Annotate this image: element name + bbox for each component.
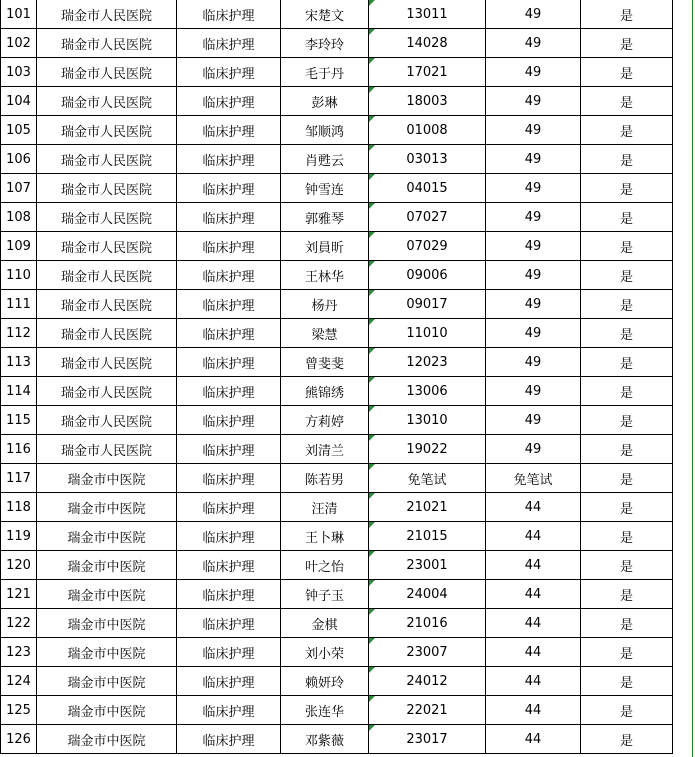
table-row: [1, 290, 673, 319]
cell-hospital[interactable]: 瑞金市中医院: [37, 580, 177, 609]
cell-name[interactable]: 肖甦云: [281, 145, 369, 174]
cell-score[interactable]: 49: [486, 377, 581, 406]
cell-exam-no[interactable]: 01008: [369, 116, 486, 145]
cell-no[interactable]: 101: [1, 0, 37, 29]
cell-exam-no[interactable]: 21016: [369, 609, 486, 638]
cell-no[interactable]: 104: [1, 87, 37, 116]
table-body: [1, 0, 673, 754]
cell-position[interactable]: 临床护理: [177, 319, 281, 348]
cell-exam-no[interactable]: 09006: [369, 261, 486, 290]
cell-position[interactable]: 临床护理: [177, 580, 281, 609]
table-row: [1, 435, 673, 464]
cell-no[interactable]: 124: [1, 667, 37, 696]
cell-hospital[interactable]: 瑞金市人民医院: [37, 174, 177, 203]
cell-score[interactable]: 49: [486, 290, 581, 319]
cell-name[interactable]: 赖妍玲: [281, 667, 369, 696]
cell-exam-no[interactable]: 24004: [369, 580, 486, 609]
cell-no[interactable]: 103: [1, 58, 37, 87]
sheet-edge-line: [692, 0, 693, 757]
cell-score[interactable]: 49: [486, 87, 581, 116]
cell-score[interactable]: 49: [486, 319, 581, 348]
table-row: [1, 116, 673, 145]
cell-no[interactable]: 118: [1, 493, 37, 522]
cell-position[interactable]: 临床护理: [177, 464, 281, 493]
cell-no[interactable]: 123: [1, 638, 37, 667]
cell-score[interactable]: 44: [486, 522, 581, 551]
cell-position[interactable]: 临床护理: [177, 493, 281, 522]
cell-qualified[interactable]: 是: [581, 377, 673, 406]
cell-exam-no[interactable]: 21021: [369, 493, 486, 522]
cell-hospital[interactable]: 瑞金市人民医院: [37, 29, 177, 58]
cell-exam-no[interactable]: 14028: [369, 29, 486, 58]
cell-position[interactable]: 临床护理: [177, 261, 281, 290]
cell-qualified[interactable]: 是: [581, 725, 673, 754]
cell-exam-no[interactable]: 03013: [369, 145, 486, 174]
table-row: [1, 203, 673, 232]
cell-score[interactable]: 44: [486, 638, 581, 667]
cell-name[interactable]: 钟子玉: [281, 580, 369, 609]
cell-qualified[interactable]: 是: [581, 319, 673, 348]
cell-qualified[interactable]: 是: [581, 406, 673, 435]
cell-hospital[interactable]: 瑞金市人民医院: [37, 406, 177, 435]
cell-score[interactable]: 49: [486, 174, 581, 203]
cell-exam-no[interactable]: 23001: [369, 551, 486, 580]
cell-qualified[interactable]: 是: [581, 464, 673, 493]
cell-position[interactable]: 临床护理: [177, 232, 281, 261]
cell-score[interactable]: 49: [486, 0, 581, 29]
cell-name[interactable]: 王卜琳: [281, 522, 369, 551]
cell-exam-no[interactable]: 18003: [369, 87, 486, 116]
cell-exam-no[interactable]: 23017: [369, 725, 486, 754]
cell-name[interactable]: 梁慧: [281, 319, 369, 348]
cell-exam-no[interactable]: 07029: [369, 232, 486, 261]
cell-hospital[interactable]: 瑞金市中医院: [37, 609, 177, 638]
cell-no[interactable]: 109: [1, 232, 37, 261]
cell-no[interactable]: 126: [1, 725, 37, 754]
cell-no[interactable]: 102: [1, 29, 37, 58]
cell-no[interactable]: 106: [1, 145, 37, 174]
cell-score[interactable]: 44: [486, 696, 581, 725]
cell-name[interactable]: 王林华: [281, 261, 369, 290]
cell-qualified[interactable]: 是: [581, 261, 673, 290]
table-row: [1, 580, 673, 609]
cell-score[interactable]: 44: [486, 667, 581, 696]
cell-hospital[interactable]: 瑞金市人民医院: [37, 435, 177, 464]
cell-hospital[interactable]: 瑞金市人民医院: [37, 203, 177, 232]
table-row: [1, 29, 673, 58]
cell-name[interactable]: 邹顺鸿: [281, 116, 369, 145]
cell-qualified[interactable]: 是: [581, 551, 673, 580]
cell-name[interactable]: 杨丹: [281, 290, 369, 319]
cell-name[interactable]: 宋楚文: [281, 0, 369, 29]
table-row: [1, 145, 673, 174]
table-row: [1, 522, 673, 551]
table-row: [1, 638, 673, 667]
cell-hospital[interactable]: 瑞金市人民医院: [37, 319, 177, 348]
cell-position[interactable]: 临床护理: [177, 29, 281, 58]
cell-hospital[interactable]: 瑞金市中医院: [37, 638, 177, 667]
cell-no[interactable]: 111: [1, 290, 37, 319]
table-row: [1, 725, 673, 754]
cell-exam-no[interactable]: 22021: [369, 696, 486, 725]
cell-score[interactable]: 44: [486, 580, 581, 609]
cell-score[interactable]: 49: [486, 203, 581, 232]
cell-qualified[interactable]: 是: [581, 348, 673, 377]
cell-exam-no[interactable]: 04015: [369, 174, 486, 203]
cell-no[interactable]: 116: [1, 435, 37, 464]
cell-qualified[interactable]: 是: [581, 696, 673, 725]
cell-hospital[interactable]: 瑞金市人民医院: [37, 87, 177, 116]
table-row: [1, 377, 673, 406]
cell-qualified[interactable]: 是: [581, 58, 673, 87]
cell-position[interactable]: 临床护理: [177, 0, 281, 29]
cell-position[interactable]: 临床护理: [177, 145, 281, 174]
cell-no[interactable]: 113: [1, 348, 37, 377]
cell-position[interactable]: 临床护理: [177, 203, 281, 232]
table-row: [1, 174, 673, 203]
cell-name[interactable]: 钟雪连: [281, 174, 369, 203]
cell-no[interactable]: 110: [1, 261, 37, 290]
cell-hospital[interactable]: 瑞金市人民医院: [37, 348, 177, 377]
cell-name[interactable]: 刘清兰: [281, 435, 369, 464]
cell-exam-no[interactable]: 17021: [369, 58, 486, 87]
cell-name[interactable]: 汪清: [281, 493, 369, 522]
cell-no[interactable]: 120: [1, 551, 37, 580]
cell-score[interactable]: 49: [486, 435, 581, 464]
cell-qualified[interactable]: 是: [581, 87, 673, 116]
cell-score[interactable]: 免笔试: [486, 464, 581, 493]
cell-position[interactable]: 临床护理: [177, 638, 281, 667]
cell-name[interactable]: 金棋: [281, 609, 369, 638]
cell-qualified[interactable]: 是: [581, 0, 673, 29]
cell-no[interactable]: 108: [1, 203, 37, 232]
cell-name[interactable]: 张连华: [281, 696, 369, 725]
cell-qualified[interactable]: 是: [581, 174, 673, 203]
cell-name[interactable]: 郭雅琴: [281, 203, 369, 232]
cell-exam-no[interactable]: 13006: [369, 377, 486, 406]
cell-hospital[interactable]: 瑞金市中医院: [37, 551, 177, 580]
cell-position[interactable]: 临床护理: [177, 551, 281, 580]
cell-exam-no[interactable]: 19022: [369, 435, 486, 464]
cell-name[interactable]: 刘小荣: [281, 638, 369, 667]
cell-position[interactable]: 临床护理: [177, 667, 281, 696]
cell-score[interactable]: 49: [486, 58, 581, 87]
cell-hospital[interactable]: 瑞金市中医院: [37, 522, 177, 551]
cell-name[interactable]: 李玲玲: [281, 29, 369, 58]
cell-qualified[interactable]: 是: [581, 493, 673, 522]
table-row: [1, 261, 673, 290]
cell-position[interactable]: 临床护理: [177, 725, 281, 754]
table-row: [1, 348, 673, 377]
table-row: [1, 696, 673, 725]
cell-score[interactable]: 49: [486, 116, 581, 145]
cell-no[interactable]: 117: [1, 464, 37, 493]
cell-score[interactable]: 49: [486, 348, 581, 377]
cell-hospital[interactable]: 瑞金市人民医院: [37, 261, 177, 290]
cell-position[interactable]: 临床护理: [177, 116, 281, 145]
cell-name[interactable]: 方莉婷: [281, 406, 369, 435]
cell-hospital[interactable]: 瑞金市人民医院: [37, 290, 177, 319]
cell-position[interactable]: 临床护理: [177, 87, 281, 116]
cell-exam-no[interactable]: 07027: [369, 203, 486, 232]
cell-name[interactable]: 邓紫薇: [281, 725, 369, 754]
table-row: [1, 667, 673, 696]
cell-qualified[interactable]: 是: [581, 116, 673, 145]
cell-no[interactable]: 125: [1, 696, 37, 725]
cell-qualified[interactable]: 是: [581, 145, 673, 174]
cell-hospital[interactable]: 瑞金市人民医院: [37, 116, 177, 145]
cell-score[interactable]: 44: [486, 725, 581, 754]
cell-qualified[interactable]: 是: [581, 290, 673, 319]
cell-name[interactable]: 叶之怡: [281, 551, 369, 580]
cell-hospital[interactable]: 瑞金市人民医院: [37, 58, 177, 87]
cell-qualified[interactable]: 是: [581, 232, 673, 261]
cell-exam-no[interactable]: 13010: [369, 406, 486, 435]
cell-position[interactable]: 临床护理: [177, 174, 281, 203]
cell-hospital[interactable]: 瑞金市中医院: [37, 667, 177, 696]
cell-position[interactable]: 临床护理: [177, 435, 281, 464]
cell-exam-no[interactable]: 09017: [369, 290, 486, 319]
cell-qualified[interactable]: 是: [581, 638, 673, 667]
cell-no[interactable]: 119: [1, 522, 37, 551]
cell-score[interactable]: 49: [486, 406, 581, 435]
cell-score[interactable]: 49: [486, 232, 581, 261]
cell-name[interactable]: 刘員昕: [281, 232, 369, 261]
table-row: [1, 58, 673, 87]
cell-position[interactable]: 临床护理: [177, 406, 281, 435]
cell-hospital[interactable]: 瑞金市人民医院: [37, 145, 177, 174]
cell-hospital[interactable]: 瑞金市中医院: [37, 725, 177, 754]
cell-qualified[interactable]: 是: [581, 522, 673, 551]
cell-no[interactable]: 115: [1, 406, 37, 435]
table-row: [1, 609, 673, 638]
cell-score[interactable]: 49: [486, 261, 581, 290]
cell-qualified[interactable]: 是: [581, 203, 673, 232]
cell-exam-no[interactable]: 21015: [369, 522, 486, 551]
cell-qualified[interactable]: 是: [581, 435, 673, 464]
cell-exam-no[interactable]: 11010: [369, 319, 486, 348]
table-row: [1, 87, 673, 116]
cell-exam-no[interactable]: 13011: [369, 0, 486, 29]
cell-name[interactable]: 陈若男: [281, 464, 369, 493]
cell-position[interactable]: 临床护理: [177, 377, 281, 406]
cell-score[interactable]: 44: [486, 609, 581, 638]
cell-qualified[interactable]: 是: [581, 609, 673, 638]
table-row: [1, 551, 673, 580]
table-row: [1, 232, 673, 261]
cell-name[interactable]: 彭琳: [281, 87, 369, 116]
table-row: [1, 0, 673, 29]
cell-position[interactable]: 临床护理: [177, 58, 281, 87]
cell-qualified[interactable]: 是: [581, 580, 673, 609]
cell-hospital[interactable]: 瑞金市人民医院: [37, 232, 177, 261]
cell-no[interactable]: 114: [1, 377, 37, 406]
cell-score[interactable]: 44: [486, 551, 581, 580]
cell-name[interactable]: 曾斐斐: [281, 348, 369, 377]
cell-qualified[interactable]: 是: [581, 667, 673, 696]
cell-score[interactable]: 49: [486, 145, 581, 174]
cell-exam-no[interactable]: 23007: [369, 638, 486, 667]
cell-score[interactable]: 49: [486, 29, 581, 58]
cell-no[interactable]: 107: [1, 174, 37, 203]
cell-hospital[interactable]: 瑞金市中医院: [37, 464, 177, 493]
cell-position[interactable]: 临床护理: [177, 609, 281, 638]
cell-hospital[interactable]: 瑞金市中医院: [37, 493, 177, 522]
cell-name[interactable]: 熊锦绣: [281, 377, 369, 406]
cell-hospital[interactable]: 瑞金市中医院: [37, 696, 177, 725]
cell-position[interactable]: 临床护理: [177, 290, 281, 319]
cell-exam-no[interactable]: 24012: [369, 667, 486, 696]
table-row: [1, 319, 673, 348]
cell-hospital[interactable]: 瑞金市人民医院: [37, 0, 177, 29]
cell-position[interactable]: 临床护理: [177, 348, 281, 377]
cell-exam-no[interactable]: 12023: [369, 348, 486, 377]
cell-no[interactable]: 121: [1, 580, 37, 609]
cell-qualified[interactable]: 是: [581, 29, 673, 58]
cell-score[interactable]: 44: [486, 493, 581, 522]
cell-no[interactable]: 122: [1, 609, 37, 638]
cell-position[interactable]: 临床护理: [177, 696, 281, 725]
cell-name[interactable]: 毛于丹: [281, 58, 369, 87]
cell-position[interactable]: 临床护理: [177, 522, 281, 551]
cell-no[interactable]: 112: [1, 319, 37, 348]
cell-no[interactable]: 105: [1, 116, 37, 145]
cell-exam-no[interactable]: 免笔试: [369, 464, 486, 493]
table-row: [1, 493, 673, 522]
table-row: [1, 464, 673, 493]
table-row: [1, 406, 673, 435]
cell-hospital[interactable]: 瑞金市人民医院: [37, 377, 177, 406]
